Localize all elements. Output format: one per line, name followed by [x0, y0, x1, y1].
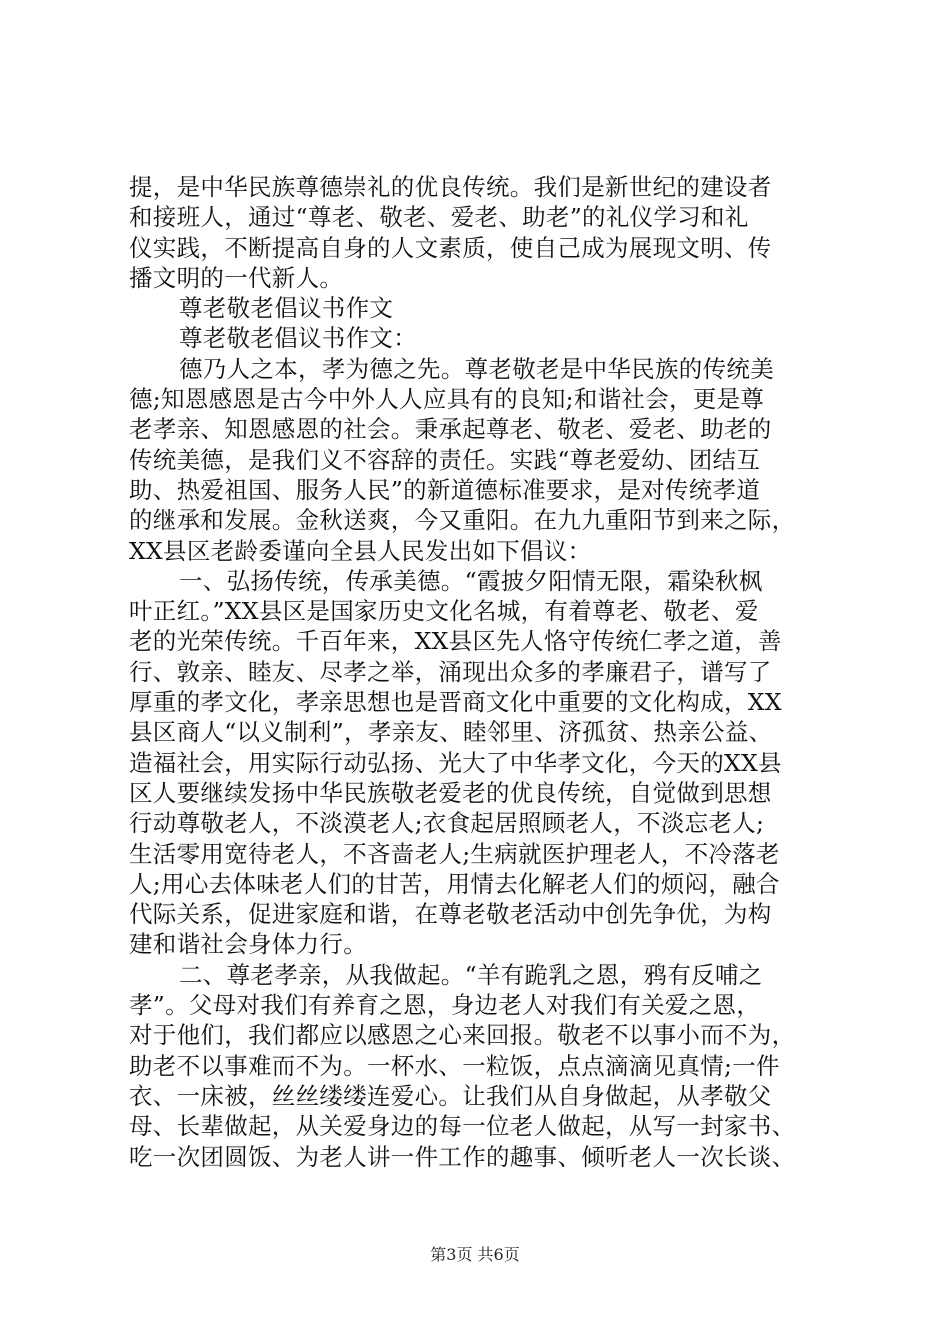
text-line: 生活零用宽待老人，不吝啬老人;生病就医护理老人，不冷落老 — [129, 839, 780, 868]
document-body — [129, 172, 829, 1172]
text-line: 造福社会，用实际行动弘扬、光大了中华孝文化，今天的XX县 — [129, 748, 782, 777]
text-line: 德乃人之本，孝为德之先。尊老敬老是中华民族的传统美 — [179, 354, 774, 383]
text-line: 叶正红。”XX县区是国家历史文化名城，有着尊老、敬老、爱 — [129, 597, 759, 626]
text-line: 对于他们，我们都应以感恩之心来回报。敬老不以事小而不为， — [129, 1021, 796, 1050]
text-line: 一、弘扬传统，传承美德。“霞披夕阳情无限，霜染秋枫 — [179, 566, 763, 595]
text-line: 吃一次团圆饭、为老人讲一件工作的趣事、倾听老人一次长谈、 — [129, 1142, 796, 1171]
text-line: 和接班人，通过“尊老、敬老、爱老、助老”的礼仪学习和礼 — [129, 203, 749, 232]
text-line: 助、热爱祖国、服务人民”的新道德标准要求，是对传统孝道 — [129, 475, 761, 504]
page-footer: 第3页 共6页 — [430, 1245, 520, 1264]
text-line: 建和谐社会身体力行。 — [129, 930, 367, 959]
text-line: 的继承和发展。金秋送爽，今又重阳。在九九重阳节到来之际， — [129, 506, 796, 535]
text-line: 区人要继续发扬中华民族敬老爱老的优良传统，自觉做到思想 — [129, 778, 772, 807]
text-line: 老孝亲、知恩感恩的社会。秉承起尊老、敬老、爱老、助老的 — [129, 415, 772, 444]
text-line: 德;知恩感恩是古今中外人人应具有的良知;和谐社会，更是尊 — [129, 385, 765, 414]
text-line: 人;用心去体味老人们的甘苦，用情去化解老人们的烦闷，融合 — [129, 869, 780, 898]
text-line: XX县区老龄委谨向全县人民发出如下倡议： — [129, 536, 592, 565]
text-line: 孝”。父母对我们有养育之恩，身边老人对我们有关爱之恩， — [129, 991, 761, 1020]
text-line: 尊老敬老倡议书作文 — [179, 294, 394, 323]
text-line: 厚重的孝文化，孝亲思想也是晋商文化中重要的文化构成，XX — [129, 688, 782, 717]
text-line: 代际关系，促进家庭和谐，在尊老敬老活动中创先争优，为构 — [129, 900, 772, 929]
text-line: 行、敦亲、睦友、尽孝之举，涌现出众多的孝廉君子，谱写了 — [129, 657, 772, 686]
text-line: 传统美德，是我们义不容辞的责任。实践“尊老爱幼、团结互 — [129, 445, 761, 474]
text-line: 仪实践，不断提高自身的人文素质，使自己成为展现文明、传 — [129, 233, 772, 262]
text-line: 尊老敬老倡议书作文： — [179, 324, 417, 353]
text-line: 二、尊老孝亲，从我做起。“羊有跪乳之恩，鸦有反哺之 — [179, 960, 763, 989]
text-line: 提，是中华民族尊德崇礼的优良传统。我们是新世纪的建设者 — [129, 173, 772, 201]
text-line: 播文明的一代新人。 — [129, 263, 344, 292]
text-line: 行动尊敬老人，不淡漠老人;衣食起居照顾老人，不淡忘老人; — [129, 809, 765, 838]
text-line: 助老不以事难而不为。一杯水、一粒饭，点点滴滴见真情;一件 — [129, 1051, 780, 1080]
text-line: 县区商人“以义制利”，孝亲友、睦邻里、济孤贫、热亲公益、 — [129, 718, 773, 747]
text-line: 老的光荣传统。千百年来，XX县区先人恪守传统仁孝之道，善 — [129, 627, 782, 656]
text-line: 母、长辈做起，从关爱身边的每一位老人做起，从写一封家书、 — [129, 1112, 796, 1141]
text-line: 衣、一床被，丝丝缕缕连爱心。让我们从自身做起，从孝敬父 — [129, 1081, 772, 1110]
